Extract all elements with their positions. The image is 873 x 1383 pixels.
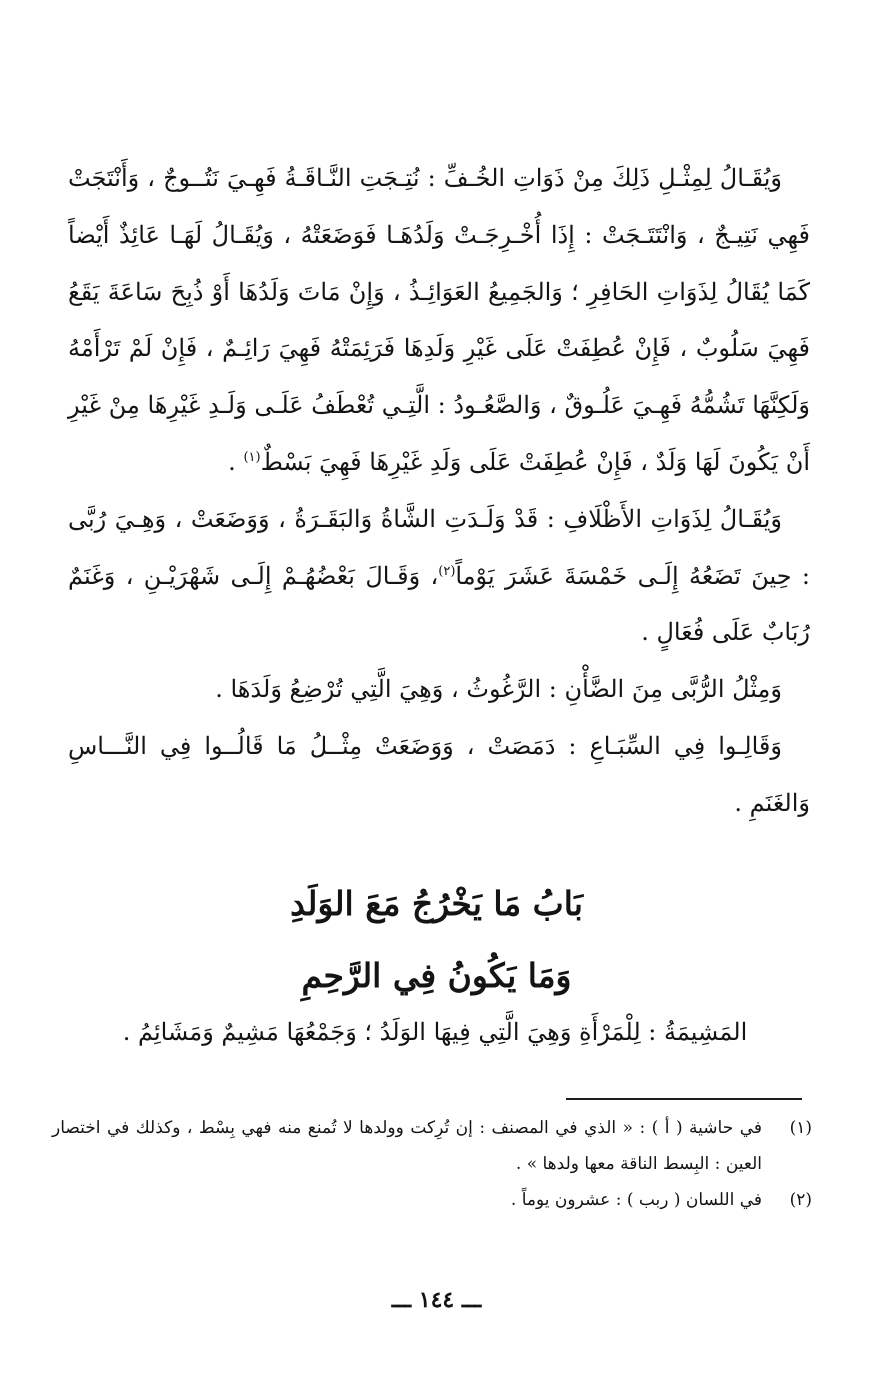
- page-number: ـــ ١٤٤ ـــ: [391, 1287, 482, 1313]
- definition-line: المَشِيمَةُ : لِلْمَرْأَةِ وَهِيَ الَّتِي فِيهَا الوَلَدُ ؛ وَجَمْعُهَا مَشِيمٌ وَمَشَائِمُ .: [122, 1018, 748, 1046]
- footnote-number: (٢): [789, 1190, 812, 1210]
- paragraph-text: وَيُقَـالُ لِمِثْـلِ ذَلِكَ مِنْ ذَوَاتِ الخُـفِّ : نُتِـجَتِ النَّـاقَـةُ فَهِـيَ نَتُــوجٌ ، وَأَنْتَجَتْ فَهِي نَتِيـجٌ ، وَانْتَتَـجَتْ : إِذَا أُخْـرِجَـتْ وَلَدُهَـا فَوَضَعَتْهُ ، وَيُقَـالُ لَهَـا عَائِذٌ أَيْضاً كَمَا يُقَالُ لِذَوَاتِ الحَافِرِ ؛ وَالجَمِيعُ العَوَائِـذُ ، وَإِنْ مَاتَ وَلَدُهَا أَوْ ذُبِحَ سَاعَةَ يَقَعُ فَهِيَ سَلُوبٌ ، فَإِنْ عُطِفَتْ عَلَى غَيْرِ وَلَدِهَا فَرَئِمَتْهُ فَهِيَ رَائِـمٌ ، فَإِنْ لَمْ تَرْأَمْهُ وَلَكِنَّهَا تَشُمُّهُ فَهِـيَ عَلُـوقٌ ، وَالصَّعُـودُ : الَّتِـي تُعْطَفُ عَلَـى وَلَـدِ غَيْرِهَا مِنْ غَيْرِ أَنْ يَكُونَ لَهَا وَلَدٌ ، فَإِنْ عُطِفَتْ عَلَى وَلَدِ غَيْرِهَا فَهِيَ بَسْطٌ: [68, 164, 810, 476]
- chapter-heading: [0, 868, 873, 1012]
- footnote-number: (١): [789, 1118, 812, 1138]
- footnote-text: في اللسان ( ربب ) : عشرون يوماً .: [510, 1190, 762, 1210]
- heading-line: وَمَا يَكُونُ فِي الرَّحِمِ: [301, 956, 572, 995]
- main-text: [68, 150, 810, 832]
- paragraph-end: .: [228, 447, 244, 476]
- paragraph: وَمِثْلُ الرُّبَّى مِنَ الضَّأْنِ : الرَّغُوثُ ، وَهِيَ الَّتِي تُرْضِعُ وَلَدَهَا .: [215, 675, 782, 704]
- paragraph: [68, 150, 810, 491]
- footnote: [52, 1182, 814, 1218]
- footnote-divider: [566, 1098, 802, 1100]
- heading-line: بَابُ مَا يَخْرُجُ مَعَ الوَلَدِ: [290, 884, 583, 923]
- footnote-reference: (٢): [438, 563, 456, 579]
- paragraph-text: وَيُقَـالُ لِذَوَاتِ الأَظْلَافِ : قَدْ وَلَـدَتِ الشَّاةُ وَالبَقَـرَةُ ، وَوَضَعَتْ ، وَهِـيَ رُبَّى : حِينَ تَضَعُهُ إِلَـى خَمْسَةَ عَشَرَ يَوْماً: [68, 504, 810, 590]
- footnote-text: في حاشية ( أ ) : « الذي في المصنف : إن تُرِكت وولدها لا تُمنع منه فهي بِسْط ، وكذلك في اختصار العين : البِسط الناقة معها ولدها » .: [52, 1118, 762, 1174]
- paragraph-end: ، وَقَـالَ بَعْضُهُـمْ إِلَـى شَهْرَيْـنِ ، وَغَنَمٌ رُبَابٌ عَلَى فُعَالٍ .: [68, 561, 810, 647]
- paragraph: [68, 491, 810, 661]
- footnote-reference: (١): [243, 449, 261, 465]
- footnotes: [52, 1110, 814, 1218]
- paragraph: وَقَالِـوا فِي السِّبَـاعِ : دَمَصَتْ ، وَوَضَعَتْ مِثْــلُ مَا قَالُــوا فِي النَّـــاسِ وَالغَنَمِ .: [68, 731, 810, 817]
- footnote: [52, 1110, 814, 1182]
